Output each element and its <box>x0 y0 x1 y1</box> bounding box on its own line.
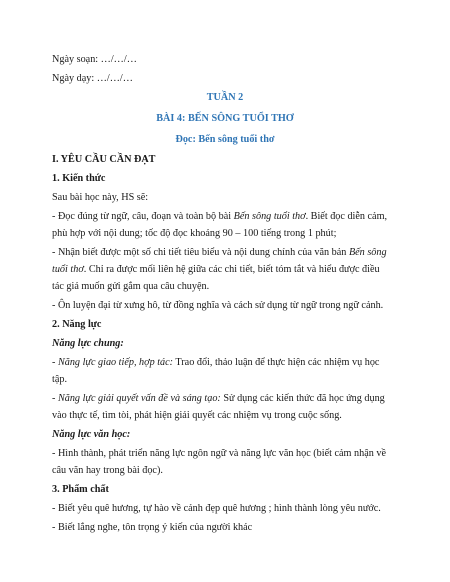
lesson-name: tuổi thơ <box>52 264 84 275</box>
knowledge-bullet-3: - Ôn luyện đại từ xưng hô, từ đồng nghĩa và cách sử dụng từ ngữ trong ngữ cảnh. <box>52 300 384 311</box>
general-ability-1 <box>52 356 396 369</box>
ability-heading: 2. Năng lực <box>52 319 102 330</box>
knowledge-bullet-2-cont2: tác giả muốn gửi gắm qua câu chuyện. <box>52 281 210 292</box>
knowledge-heading: 1. Kiến thức <box>52 173 106 184</box>
knowledge-bullet-1-cont: phù hợp với nội dung; tốc độ đọc khoảng 90 – 100 tiếng trong 1 phút; <box>52 228 337 239</box>
bullet-text: . Chỉ ra được mối liên hệ giữa các chi tiết, biết tóm tắt và hiểu được điều <box>83 264 380 275</box>
ability-text: Trao đổi, thảo luận để thực hiện các nhiệm vụ học <box>173 357 380 368</box>
teach-date: Ngày dạy: …/…/… <box>52 73 133 84</box>
general-ability-2-cont: vào thực tế, tìm tòi, phát hiện giải quyết các nhiệm vụ trong cuộc sống. <box>52 410 342 421</box>
general-ability-heading: Năng lực chung: <box>52 338 124 349</box>
lesson-name: Bến sông tuổi thơ <box>233 211 306 222</box>
literary-ability-1-cont: câu văn hay trong bài đọc). <box>52 465 163 476</box>
reading-title: Đọc: Bến sông tuổi thơ <box>175 134 275 145</box>
literary-ability-1: - Hình thành, phát triển năng lực ngôn ngữ và năng lực văn học (biết cảm nhận về <box>52 448 386 459</box>
knowledge-intro: Sau bài học này, HS sẽ: <box>52 192 149 203</box>
ability-name: - Năng lực giải quyết vấn đề và sáng tạo: <box>52 393 221 404</box>
week-title: TUẦN 2 <box>206 92 244 103</box>
bullet-text: . Biết đọc diễn cảm, <box>305 211 388 222</box>
ability-text: Sử dụng các kiến thức đã học ứng dụng <box>220 393 385 404</box>
lesson-name: Bến sông <box>348 247 387 258</box>
ability-name: - Năng lực giao tiếp, hợp tác: <box>52 357 174 368</box>
bullet-text: - Nhận biết được một số chi tiết tiêu biểu và nội dung chính của văn bản <box>52 247 349 258</box>
section-heading: I. YÊU CẦU CẦN ĐẠT <box>52 154 156 165</box>
bullet-text: - Đọc đúng từ ngữ, câu, đoạn và toàn bộ bài <box>52 211 234 222</box>
prep-date: Ngày soạn: …/…/… <box>52 54 137 65</box>
literary-ability-heading: Năng lực văn học: <box>52 429 131 440</box>
knowledge-bullet-2-cont <box>52 263 396 276</box>
general-ability-2 <box>52 392 396 405</box>
knowledge-bullet-2 <box>52 246 396 259</box>
lesson-title: BÀI 4: BẾN SÔNG TUỔI THƠ <box>156 113 294 124</box>
knowledge-bullet-1 <box>52 210 396 223</box>
quality-2: - Biết lắng nghe, tôn trọng ý kiến của người khác <box>52 522 253 533</box>
general-ability-1-cont: tập. <box>52 374 67 385</box>
quality-1: - Biết yêu quê hương, tự hào về cảnh đẹp quê hương ; hình thành lòng yêu nước. <box>52 503 381 514</box>
quality-heading: 3. Phẩm chất <box>52 484 109 495</box>
